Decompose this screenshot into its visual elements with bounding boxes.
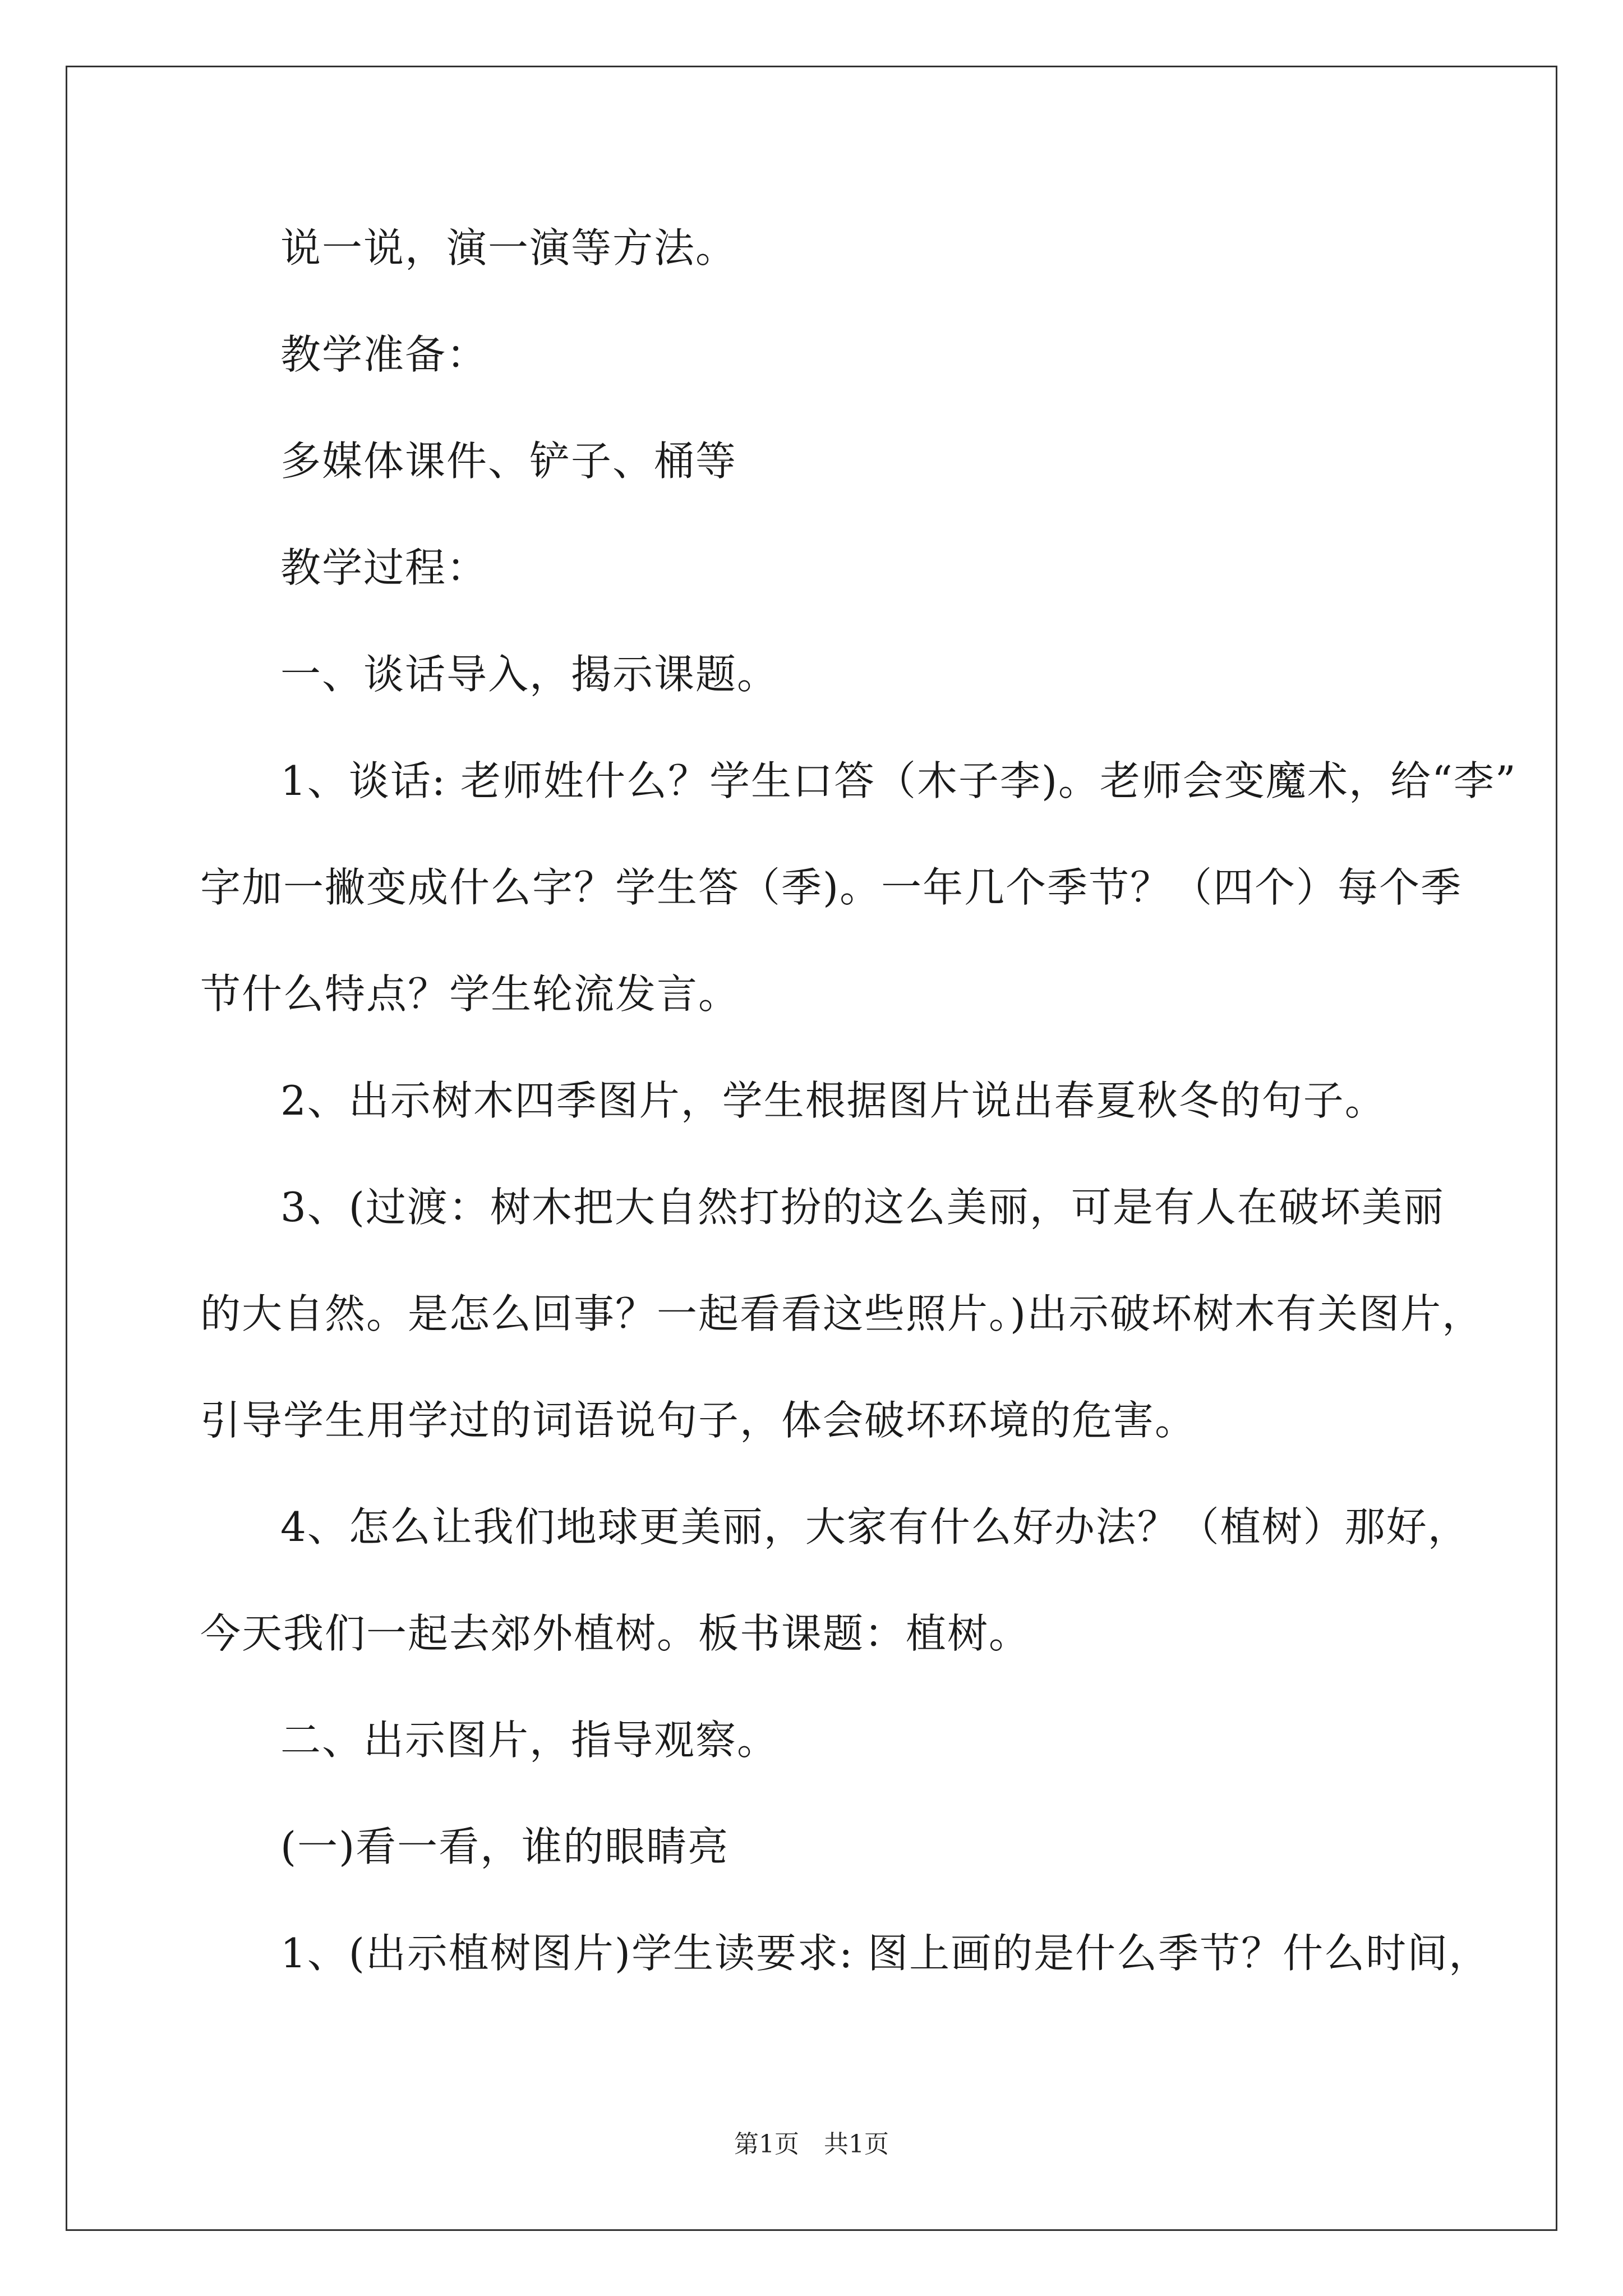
- text-line: 4、怎么让我们地球更美丽，大家有什么好办法？（植树）那好，: [280, 1503, 1469, 1550]
- text-line: 节什么特点？学生轮流发言。: [200, 970, 740, 1018]
- text-line: 2、出示树木四季图片，学生根据图片说出春夏秋冬的句子。: [280, 1077, 1386, 1124]
- text-line: 今天我们一起去郊外植树。板书课题：植树。: [200, 1610, 1031, 1657]
- text-line: (一)看一看，谁的眼睛亮: [280, 1823, 730, 1870]
- text-line: 3、(过渡：树木把大自然打扮的这么美丽，可是有人在破坏美丽: [280, 1184, 1445, 1231]
- text-line: 教学过程：: [280, 544, 488, 591]
- text-line: 字加一撇变成什么字？学生答（季)。一年几个季节？（四个）每个季: [200, 864, 1463, 911]
- text-line: 教学准备：: [280, 331, 488, 378]
- page-border: [66, 66, 1557, 2231]
- text-line: 的大自然。是怎么回事？一起看看这些照片。)出示破坏树木有关图片，: [200, 1290, 1484, 1337]
- page-number-footer: 第1页 共1页: [734, 2130, 889, 2159]
- text-line: 一、谈话导入，揭示课题。: [280, 651, 779, 698]
- text-line: 引导学生用学过的词语说句子，体会破坏环境的危害。: [200, 1397, 1197, 1444]
- text-line: 说一说，演一演等方法。: [280, 224, 737, 272]
- text-line: 1、谈话: 老师姓什么？学生口答（木子李)。老师会变魔术，给“李”: [280, 757, 1517, 804]
- text-line: 多媒体课件、铲子、桶等: [280, 438, 737, 485]
- text-line: 1、(出示植树图片)学生读要求: 图上画的是什么季节？什么时间，: [280, 1930, 1491, 1977]
- text-line: 二、出示图片，指导观察。: [280, 1717, 779, 1764]
